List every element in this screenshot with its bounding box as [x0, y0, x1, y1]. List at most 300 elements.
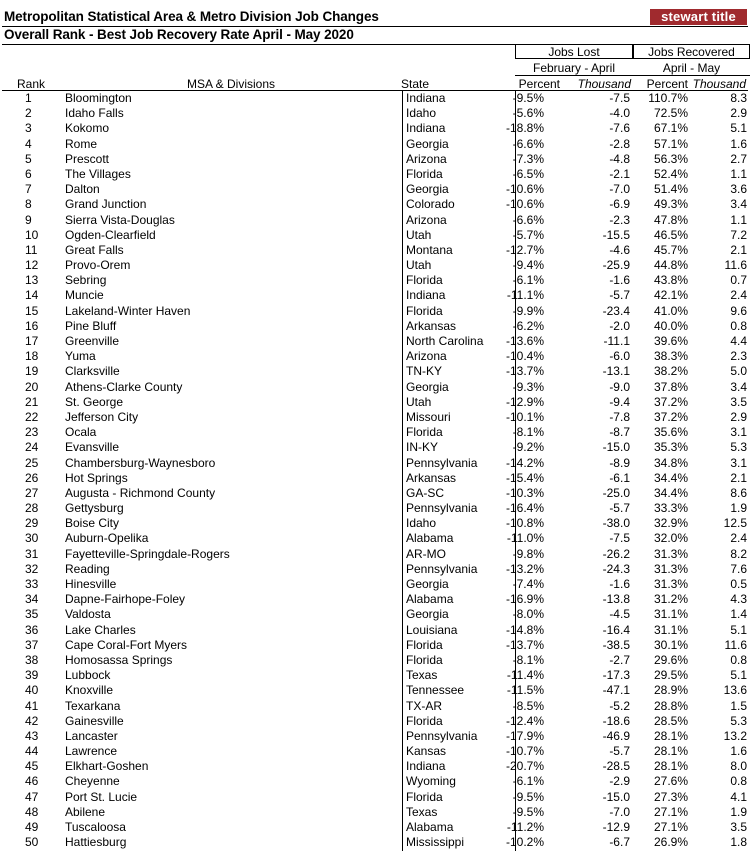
- msa-name-cell: Valdosta: [65, 607, 111, 622]
- table-row: [0, 638, 750, 653]
- jobs-lost-thousand-cell: -15.5: [602, 227, 630, 242]
- jobs-lost-thousand-cell: -6.0: [609, 349, 630, 364]
- table-row: [0, 805, 750, 820]
- jobs-recovered-thousand-cell: 2.9: [730, 106, 747, 121]
- jobs-recovered-percent-cell: 31.2%: [653, 592, 688, 607]
- jobs-lost-thousand-cell: -12.9: [602, 820, 630, 834]
- jobs-recovered-thousand-cell: 4.4: [730, 334, 747, 348]
- jobs-lost-percent-cell: -11.1%: [506, 288, 544, 303]
- state-cell: Arizona: [406, 151, 447, 166]
- rank-cell: 49: [25, 820, 39, 834]
- jobs-recovered-thousand-cell: 3.5: [730, 394, 747, 409]
- state-cell: Arkansas: [406, 470, 457, 485]
- jobs-recovered-thousand-cell: 3.1: [730, 455, 747, 470]
- jobs-lost-thousand-cell: -28.5: [602, 759, 630, 774]
- rank-cell: 22: [25, 409, 39, 424]
- jobs-lost-thousand-cell: -6.7: [609, 835, 630, 850]
- jobs-recovered-percent-cell: 35.6%: [653, 425, 688, 440]
- msa-name-cell: Lakeland-Winter Haven: [65, 303, 191, 318]
- jobs-recovered-thousand-cell: 4.3: [730, 592, 747, 607]
- rank-cell: 5: [25, 151, 32, 166]
- jobs-lost-percent-cell: -10.1%: [505, 409, 544, 424]
- jobs-lost-percent-cell: -11.2%: [506, 820, 544, 834]
- msa-name-cell: Yuma: [65, 349, 96, 364]
- jobs-recovered-percent-cell: 67.1%: [653, 121, 688, 136]
- state-cell: Louisiana: [406, 622, 458, 637]
- rank-cell: 21: [25, 394, 39, 409]
- table-row: [0, 607, 750, 622]
- msa-name-cell: Gainesville: [65, 713, 124, 728]
- state-cell: Missouri: [406, 409, 451, 424]
- jobs-recovered-percent-cell: 110.7%: [648, 91, 688, 105]
- msa-name-cell: Augusta - Richmond County: [65, 485, 216, 500]
- msa-name-cell: Lancaster: [65, 728, 118, 743]
- jobs-recovered-percent-cell: 47.8%: [653, 212, 688, 227]
- state-cell: TN-KY: [406, 364, 442, 379]
- state-cell: Texas: [406, 804, 438, 819]
- stewart-title-logo: stewart title: [650, 9, 747, 25]
- jobs-lost-percent-cell: -9.8%: [512, 546, 544, 561]
- msa-name-cell: Fayetteville-Springdale-Rogers: [65, 546, 230, 561]
- jobs-lost-percent-cell: -11.5%: [506, 683, 544, 698]
- table-row: [0, 699, 750, 714]
- state-cell: Georgia: [406, 577, 449, 591]
- jobs-recovered-thousand-cell: 7.2: [730, 227, 747, 242]
- report-title: Metropolitan Statistical Area & Metro Division Job Changes: [4, 9, 379, 24]
- table-row: [0, 395, 750, 410]
- jobs-recovered-thousand-cell: 1.4: [730, 607, 747, 622]
- jobs-lost-percent-cell: -6.2%: [512, 318, 544, 333]
- jobs-recovered-percent-cell: 43.8%: [653, 273, 688, 288]
- rank-cell: 44: [25, 744, 39, 759]
- jobs-recovered-thousand-cell: 0.8: [730, 652, 747, 667]
- state-cell: Utah: [406, 258, 432, 273]
- column-header-msa: MSA & Divisions: [187, 77, 276, 91]
- jobs-lost-percent-cell: -12.7%: [505, 242, 544, 257]
- jobs-recovered-thousand-cell: 1.1: [730, 212, 747, 227]
- rank-cell: 19: [25, 364, 39, 379]
- jobs-recovered-percent-cell: 29.6%: [653, 652, 688, 667]
- jobs-recovered-thousand-cell: 13.2: [723, 728, 747, 743]
- jobs-lost-percent-cell: -8.1%: [512, 425, 544, 440]
- table-row: [0, 197, 750, 212]
- state-cell: Wyoming: [406, 774, 456, 789]
- table-row: [0, 531, 750, 546]
- jobs-recovered-percent-cell: 38.3%: [653, 349, 688, 364]
- jobs-recovered-thousand-cell: 0.5: [730, 577, 747, 591]
- state-cell: IN-KY: [406, 440, 439, 455]
- jobs-recovered-thousand-cell: 1.1: [730, 166, 747, 181]
- jobs-lost-percent-cell: -11.4%: [506, 668, 544, 683]
- msa-name-cell: Lake Charles: [65, 622, 136, 637]
- msa-name-cell: Kokomo: [65, 121, 110, 136]
- table-row: [0, 835, 750, 850]
- jobs-lost-thousand-cell: -24.3: [602, 561, 630, 576]
- jobs-lost-thousand-cell: -8.7: [609, 425, 630, 440]
- jobs-recovered-percent-cell: 46.5%: [653, 227, 688, 242]
- table-row: [0, 243, 750, 258]
- table-row: [0, 456, 750, 471]
- state-cell: Colorado: [406, 197, 455, 212]
- jobs-recovered-percent-cell: 56.3%: [653, 151, 688, 166]
- table-row: [0, 471, 750, 486]
- table-row: [0, 288, 750, 303]
- jobs-lost-percent-cell: -14.2%: [505, 455, 544, 470]
- jobs-lost-percent-cell: -5.6%: [512, 106, 544, 121]
- state-cell: Indiana: [406, 759, 446, 774]
- jobs-recovered-percent-cell: 34.4%: [653, 470, 688, 485]
- jobs-lost-thousand-cell: -4.5: [609, 607, 630, 622]
- jobs-lost-percent-cell: -6.1%: [512, 774, 544, 789]
- rank-cell: 11: [25, 242, 38, 257]
- state-cell: Mississippi: [406, 835, 465, 850]
- table-row: [0, 380, 750, 395]
- jobs-lost-thousand-cell: -2.9: [609, 774, 630, 789]
- rank-cell: 37: [25, 637, 39, 652]
- rank-cell: 12: [25, 258, 39, 273]
- jobs-recovered-percent-cell: 42.1%: [653, 288, 688, 303]
- jobs-lost-percent-cell: -10.2%: [505, 835, 544, 850]
- msa-name-cell: Bloomington: [65, 91, 132, 105]
- jobs-lost-thousand-cell: -5.7: [609, 288, 630, 303]
- jobs-recovered-percent-cell: 41.0%: [653, 303, 688, 318]
- jobs-lost-percent-cell: -6.6%: [512, 212, 544, 227]
- jobs-recovered-percent-cell: 26.9%: [653, 835, 688, 850]
- table-row: [0, 501, 750, 516]
- rank-cell: 13: [25, 273, 39, 288]
- msa-name-cell: Athens-Clarke County: [65, 379, 183, 394]
- rank-cell: 6: [25, 166, 32, 181]
- jobs-recovered-percent-cell: 31.3%: [653, 561, 688, 576]
- jobs-lost-thousand-cell: -6.9: [609, 197, 630, 212]
- state-cell: Indiana: [406, 121, 446, 136]
- jobs-lost-percent-cell: -8.5%: [512, 698, 544, 713]
- jobs-lost-percent-cell: -20.7%: [505, 759, 544, 774]
- table-row: [0, 91, 750, 106]
- jobs-lost-thousand-cell: -7.0: [609, 804, 630, 819]
- jobs-lost-percent-cell: -5.7%: [512, 227, 544, 242]
- column-header-rank: Rank: [17, 77, 46, 91]
- state-cell: Montana: [406, 242, 453, 257]
- table-row: [0, 137, 750, 152]
- jobs-recovered-thousand-cell: 1.6: [730, 136, 747, 151]
- state-cell: Pennsylvania: [406, 728, 478, 743]
- msa-name-cell: Hot Springs: [65, 470, 128, 485]
- rank-cell: 28: [25, 501, 39, 516]
- msa-name-cell: Great Falls: [65, 242, 124, 257]
- jobs-recovered-thousand-cell: 2.9: [730, 409, 747, 424]
- jobs-recovered-thousand-cell: 5.1: [730, 622, 747, 637]
- table-row: [0, 182, 750, 197]
- state-cell: Florida: [406, 425, 443, 440]
- rank-cell: 34: [25, 592, 39, 607]
- rank-cell: 1: [25, 91, 32, 105]
- jobs-lost-thousand-cell: -9.0: [609, 379, 630, 394]
- jobs-lost-underline: [515, 75, 633, 76]
- table-row: [0, 668, 750, 683]
- rank-cell: 43: [25, 728, 39, 743]
- state-cell: Florida: [406, 713, 443, 728]
- msa-name-cell: Knoxville: [65, 683, 114, 698]
- msa-name-cell: The Villages: [65, 166, 131, 181]
- rank-cell: 40: [25, 683, 39, 698]
- jobs-recovered-percent-cell: 30.1%: [653, 637, 688, 652]
- jobs-recovered-thousand-cell: 8.2: [730, 546, 747, 561]
- rank-cell: 20: [25, 379, 39, 394]
- msa-name-cell: Sierra Vista-Douglas: [65, 212, 175, 227]
- jobs-lost-percent-cell: -16.4%: [505, 501, 544, 516]
- column-header-recovered-thousand: Thousand: [692, 77, 746, 91]
- column-header-lost-thousand: Thousand: [577, 77, 631, 91]
- jobs-lost-percent-cell: -18.8%: [505, 121, 544, 136]
- jobs-lost-thousand-cell: -7.5: [609, 531, 630, 546]
- state-cell: Florida: [406, 273, 443, 288]
- jobs-recovered-thousand-cell: 5.1: [730, 121, 747, 136]
- jobs-recovered-thousand-cell: 12.5: [723, 516, 747, 531]
- msa-name-cell: Idaho Falls: [65, 106, 124, 121]
- jobs-lost-percent-cell: -12.9%: [505, 394, 544, 409]
- msa-name-cell: Lubbock: [65, 668, 111, 683]
- report-subtitle: Overall Rank - Best Job Recovery Rate April - May 2020: [4, 27, 354, 42]
- jobs-lost-percent-cell: -12.4%: [505, 713, 544, 728]
- jobs-recovered-percent-cell: 44.8%: [653, 258, 688, 273]
- jobs-recovered-percent-cell: 27.6%: [653, 774, 688, 789]
- table-row: [0, 759, 750, 774]
- jobs-recovered-percent-cell: 28.5%: [653, 713, 688, 728]
- jobs-recovered-thousand-cell: 2.7: [730, 151, 747, 166]
- jobs-recovered-percent-cell: 31.1%: [653, 607, 688, 622]
- msa-name-cell: St. George: [65, 394, 124, 409]
- rank-cell: 50: [25, 835, 39, 850]
- table-row: [0, 516, 750, 531]
- jobs-recovered-percent-cell: 37.8%: [653, 379, 688, 394]
- jobs-recovered-percent-cell: 49.3%: [653, 197, 688, 212]
- jobs-lost-thousand-cell: -1.6: [609, 577, 630, 591]
- jobs-recovered-percent-cell: 38.2%: [653, 364, 688, 379]
- jobs-recovered-period: April - May: [662, 61, 721, 75]
- jobs-recovered-thousand-cell: 4.1: [730, 789, 747, 804]
- msa-name-cell: Reading: [65, 561, 110, 576]
- jobs-lost-thousand-cell: -2.8: [609, 136, 630, 151]
- column-header-lost-percent: Percent: [518, 77, 560, 91]
- rank-cell: 41: [25, 698, 39, 713]
- jobs-lost-percent-cell: -13.2%: [505, 561, 544, 576]
- rank-cell: 45: [25, 759, 39, 774]
- table-row: [0, 774, 750, 789]
- state-cell: Florida: [406, 789, 443, 804]
- state-cell: Georgia: [406, 182, 449, 197]
- jobs-recovered-thousand-cell: 3.4: [730, 197, 747, 212]
- msa-name-cell: Grand Junction: [65, 197, 147, 212]
- rank-cell: 18: [25, 349, 39, 364]
- table-row: [0, 349, 750, 364]
- jobs-lost-thousand-cell: -17.3: [602, 668, 630, 683]
- jobs-recovered-percent-cell: 32.0%: [653, 531, 688, 546]
- msa-name-cell: Texarkana: [65, 698, 121, 713]
- jobs-recovered-percent-cell: 34.8%: [653, 455, 688, 470]
- msa-name-cell: Chambersburg-Waynesboro: [65, 455, 216, 470]
- jobs-lost-percent-cell: -13.7%: [505, 637, 544, 652]
- jobs-lost-percent-cell: -15.4%: [505, 470, 544, 485]
- msa-name-cell: Tuscaloosa: [65, 820, 126, 834]
- rank-cell: 35: [25, 607, 39, 622]
- table-row: [0, 577, 750, 592]
- jobs-lost-percent-cell: -10.6%: [505, 182, 544, 197]
- jobs-recovered-thousand-cell: 1.9: [730, 804, 747, 819]
- state-cell: Florida: [406, 166, 443, 181]
- table-row: [0, 820, 750, 835]
- state-cell: Florida: [406, 637, 443, 652]
- jobs-lost-thousand-cell: -9.4: [609, 394, 630, 409]
- jobs-recovered-thousand-cell: 2.4: [730, 531, 747, 546]
- state-cell: Alabama: [406, 820, 454, 834]
- jobs-recovered-percent-cell: 31.1%: [653, 622, 688, 637]
- jobs-recovered-underline: [633, 75, 750, 76]
- rank-cell: 31: [25, 546, 39, 561]
- jobs-lost-thousand-cell: -15.0: [602, 440, 630, 455]
- jobs-recovered-percent-cell: 31.3%: [653, 577, 688, 591]
- table-row: [0, 304, 750, 319]
- ranking-table-body: [0, 91, 750, 850]
- jobs-recovered-thousand-cell: 5.3: [730, 713, 747, 728]
- state-cell: Georgia: [406, 379, 449, 394]
- jobs-recovered-thousand-cell: 11.6: [724, 258, 747, 273]
- jobs-recovered-thousand-cell: 0.8: [730, 774, 747, 789]
- table-row: [0, 683, 750, 698]
- jobs-lost-thousand-cell: -1.6: [609, 273, 630, 288]
- rank-cell: 8: [25, 197, 32, 212]
- jobs-lost-thousand-cell: -7.5: [609, 91, 630, 105]
- table-row: [0, 152, 750, 167]
- msa-name-cell: Auburn-Opelika: [65, 531, 149, 546]
- jobs-recovered-percent-cell: 29.5%: [653, 668, 688, 683]
- msa-name-cell: Jefferson City: [65, 409, 139, 424]
- table-row: [0, 121, 750, 136]
- msa-name-cell: Port St. Lucie: [65, 789, 138, 804]
- msa-name-cell: Cape Coral-Fort Myers: [65, 637, 188, 652]
- jobs-lost-percent-cell: -9.5%: [512, 804, 544, 819]
- state-cell: Pennsylvania: [406, 561, 478, 576]
- jobs-recovered-thousand-cell: 5.3: [730, 440, 747, 455]
- rank-cell: 30: [25, 531, 39, 546]
- jobs-lost-thousand-cell: -5.7: [609, 501, 630, 516]
- jobs-lost-percent-cell: -9.9%: [512, 303, 544, 318]
- state-cell: Georgia: [406, 607, 449, 622]
- jobs-lost-thousand-cell: -18.6: [602, 713, 630, 728]
- jobs-recovered-percent-cell: 35.3%: [653, 440, 688, 455]
- jobs-lost-percent-cell: -8.1%: [512, 652, 544, 667]
- jobs-lost-thousand-cell: -38.5: [602, 637, 630, 652]
- table-row: [0, 410, 750, 425]
- rank-cell: 48: [25, 804, 39, 819]
- msa-name-cell: Dapne-Fairhope-Foley: [65, 592, 186, 607]
- rank-cell: 38: [25, 652, 39, 667]
- msa-name-cell: Pine Bluff: [65, 318, 117, 333]
- jobs-lost-group-header: Jobs Lost: [515, 44, 633, 59]
- jobs-lost-percent-cell: -9.3%: [512, 379, 544, 394]
- jobs-lost-percent-cell: -9.2%: [512, 440, 544, 455]
- jobs-lost-percent-cell: -16.9%: [505, 592, 544, 607]
- jobs-recovered-percent-cell: 27.1%: [653, 804, 688, 819]
- column-header-state: State: [401, 77, 430, 91]
- jobs-lost-percent-cell: -13.7%: [505, 364, 544, 379]
- jobs-lost-percent-cell: -8.0%: [512, 607, 544, 622]
- jobs-recovered-thousand-cell: 5.1: [730, 668, 747, 683]
- state-cell: GA-SC: [406, 485, 445, 500]
- rank-cell: 24: [25, 440, 39, 455]
- msa-name-cell: Cheyenne: [65, 774, 120, 789]
- rank-cell: 42: [25, 713, 39, 728]
- jobs-recovered-percent-cell: 34.4%: [653, 485, 688, 500]
- jobs-recovered-thousand-cell: 8.3: [730, 91, 747, 105]
- state-cell: Pennsylvania: [406, 501, 478, 516]
- jobs-lost-percent-cell: -7.4%: [512, 577, 544, 591]
- jobs-lost-thousand-cell: -2.7: [609, 652, 630, 667]
- jobs-recovered-percent-cell: 32.9%: [653, 516, 688, 531]
- jobs-lost-thousand-cell: -4.0: [609, 106, 630, 121]
- rank-cell: 3: [25, 121, 32, 136]
- column-header-recovered-percent: Percent: [646, 77, 688, 91]
- msa-name-cell: Abilene: [65, 804, 106, 819]
- jobs-recovered-percent-cell: 51.4%: [653, 182, 688, 197]
- jobs-recovered-percent-cell: 28.1%: [653, 759, 688, 774]
- jobs-recovered-thousand-cell: 8.0: [730, 759, 747, 774]
- table-row: [0, 167, 750, 182]
- jobs-recovered-group-header: Jobs Recovered: [633, 44, 750, 59]
- jobs-lost-thousand-cell: -11.1: [603, 334, 630, 348]
- jobs-lost-percent-cell: -11.0%: [506, 531, 544, 546]
- jobs-lost-percent-cell: -10.7%: [505, 744, 544, 759]
- msa-name-cell: Hattiesburg: [65, 835, 127, 850]
- state-cell: Indiana: [406, 91, 446, 105]
- rank-cell: 26: [25, 470, 39, 485]
- jobs-lost-thousand-cell: -6.1: [609, 470, 630, 485]
- jobs-recovered-thousand-cell: 2.1: [730, 242, 747, 257]
- table-row: [0, 744, 750, 759]
- jobs-lost-thousand-cell: -15.0: [602, 789, 630, 804]
- table-row: [0, 106, 750, 121]
- jobs-recovered-percent-cell: 28.1%: [653, 728, 688, 743]
- jobs-recovered-percent-cell: 37.2%: [653, 394, 688, 409]
- table-row: [0, 592, 750, 607]
- rank-cell: 16: [25, 318, 39, 333]
- jobs-recovered-thousand-cell: 0.8: [730, 318, 747, 333]
- rank-cell: 23: [25, 425, 39, 440]
- jobs-lost-thousand-cell: -46.9: [602, 728, 630, 743]
- jobs-recovered-percent-cell: 27.1%: [653, 820, 688, 834]
- state-cell: Florida: [406, 303, 443, 318]
- jobs-lost-percent-cell: -10.6%: [505, 197, 544, 212]
- jobs-recovered-thousand-cell: 3.5: [730, 820, 747, 834]
- msa-name-cell: Ogden-Clearfield: [65, 227, 156, 242]
- jobs-lost-percent-cell: -9.5%: [512, 91, 544, 105]
- jobs-recovered-percent-cell: 45.7%: [653, 242, 688, 257]
- jobs-lost-percent-cell: -17.9%: [505, 728, 544, 743]
- msa-name-cell: Boise City: [65, 516, 120, 531]
- state-cell: Arizona: [406, 349, 447, 364]
- jobs-recovered-thousand-cell: 2.3: [730, 349, 747, 364]
- jobs-lost-thousand-cell: -5.2: [609, 698, 630, 713]
- state-cell: Indiana: [406, 288, 446, 303]
- rank-cell: 10: [25, 227, 39, 242]
- msa-name-cell: Gettysburg: [65, 501, 124, 516]
- state-cell: Alabama: [406, 592, 454, 607]
- table-row: [0, 714, 750, 729]
- jobs-recovered-percent-cell: 27.3%: [653, 789, 688, 804]
- table-row: [0, 562, 750, 577]
- table-row: [0, 273, 750, 288]
- msa-name-cell: Evansville: [65, 440, 120, 455]
